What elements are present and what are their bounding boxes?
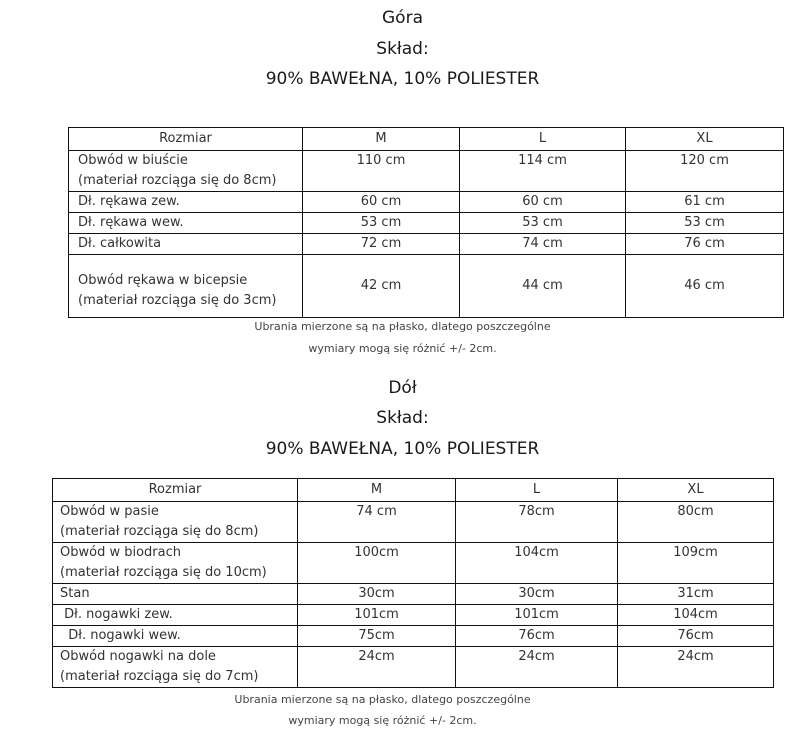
row-label-line: Obwód rękawa w bicepsie (78, 273, 248, 288)
top-note-line1: Ubrania mierzone są na płasko, dlatego poszczególne (254, 320, 551, 333)
bottom-title: Dół (388, 378, 417, 398)
table-header-row (69, 128, 784, 151)
cell-l: 76cm (456, 626, 618, 647)
bottom-note-line2: wymiary mogą się różnić +/- 2cm. (288, 714, 477, 727)
bottom-composition: 90% BAWEŁNA, 10% POLIESTER (265, 439, 540, 459)
row-label-note: (materiał rozciąga się do 8cm) (78, 173, 277, 188)
cell-l: 44 cm (460, 255, 626, 318)
header-xl: XL (626, 128, 784, 151)
cell-l: 101cm (456, 605, 618, 626)
cell-xl: 31cm (618, 584, 774, 605)
row-label-line: Obwód w pasie (60, 504, 159, 519)
row-label: Dł. nogawki zew. (53, 605, 298, 626)
cell-xl: 61 cm (626, 192, 784, 213)
row-label-line: Obwód nogawki na dole (60, 649, 216, 664)
table-row (53, 584, 774, 605)
cell-l: 104cm (456, 543, 618, 584)
table-row (69, 151, 784, 192)
cell-l: 24cm (456, 647, 618, 688)
cell-m: 75cm (298, 626, 456, 647)
row-label: Dł. całkowita (69, 234, 303, 255)
row-label (53, 647, 298, 688)
row-label-line: Obwód w biodrach (60, 545, 181, 560)
top-composition: 90% BAWEŁNA, 10% POLIESTER (265, 69, 540, 89)
table-row (69, 213, 784, 234)
cell-l: 30cm (456, 584, 618, 605)
row-label (69, 255, 303, 318)
header-l: L (460, 128, 626, 151)
header-m: M (298, 479, 456, 502)
bottom-size-table (52, 478, 774, 688)
top-size-table (68, 127, 784, 318)
table-row (53, 647, 774, 688)
cell-xl: 76 cm (626, 234, 784, 255)
table-row (69, 255, 784, 318)
table-row (53, 605, 774, 626)
cell-m: 72 cm (303, 234, 460, 255)
cell-xl: 53 cm (626, 213, 784, 234)
bottom-note-line1: Ubrania mierzone są na płasko, dlatego poszczególne (234, 693, 531, 706)
top-title: Góra (382, 8, 423, 28)
cell-m: 101cm (298, 605, 456, 626)
cell-m: 24cm (298, 647, 456, 688)
header-xl: XL (618, 479, 774, 502)
header-l: L (456, 479, 618, 502)
cell-xl: 24cm (618, 647, 774, 688)
row-label-note: (materiał rozciąga się do 7cm) (60, 669, 259, 684)
cell-l: 78cm (456, 502, 618, 543)
table-row (53, 502, 774, 543)
header-size: Rozmiar (53, 479, 298, 502)
table-row (53, 543, 774, 584)
row-label (53, 543, 298, 584)
cell-m: 110 cm (303, 151, 460, 192)
bottom-composition-label: Skład: (376, 408, 429, 428)
cell-xl: 104cm (618, 605, 774, 626)
row-label-note: (materiał rozciąga się do 10cm) (60, 565, 267, 580)
row-label: Stan (53, 584, 298, 605)
cell-m: 30cm (298, 584, 456, 605)
row-label (53, 502, 298, 543)
cell-l: 60 cm (460, 192, 626, 213)
row-label: Dł. rękawa zew. (69, 192, 303, 213)
row-label (69, 151, 303, 192)
cell-xl: 80cm (618, 502, 774, 543)
table-row (53, 626, 774, 647)
header-m: M (303, 128, 460, 151)
cell-m: 74 cm (298, 502, 456, 543)
cell-l: 53 cm (460, 213, 626, 234)
header-size: Rozmiar (69, 128, 303, 151)
row-label: Dł. nogawki wew. (53, 626, 298, 647)
row-label: Dł. rękawa wew. (69, 213, 303, 234)
cell-xl: 120 cm (626, 151, 784, 192)
table-row (69, 192, 784, 213)
cell-m: 42 cm (303, 255, 460, 318)
row-label-note: (materiał rozciąga się do 3cm) (78, 293, 277, 308)
top-composition-label: Skład: (376, 39, 429, 59)
cell-xl: 76cm (618, 626, 774, 647)
cell-m: 100cm (298, 543, 456, 584)
cell-l: 114 cm (460, 151, 626, 192)
cell-l: 74 cm (460, 234, 626, 255)
table-header-row (53, 479, 774, 502)
cell-m: 60 cm (303, 192, 460, 213)
table-row (69, 234, 784, 255)
row-label-note: (materiał rozciąga się do 8cm) (60, 524, 259, 539)
cell-m: 53 cm (303, 213, 460, 234)
top-note-line2: wymiary mogą się różnić +/- 2cm. (308, 342, 497, 355)
cell-xl: 109cm (618, 543, 774, 584)
row-label-line: Obwód w biuście (78, 153, 188, 168)
cell-xl: 46 cm (626, 255, 784, 318)
